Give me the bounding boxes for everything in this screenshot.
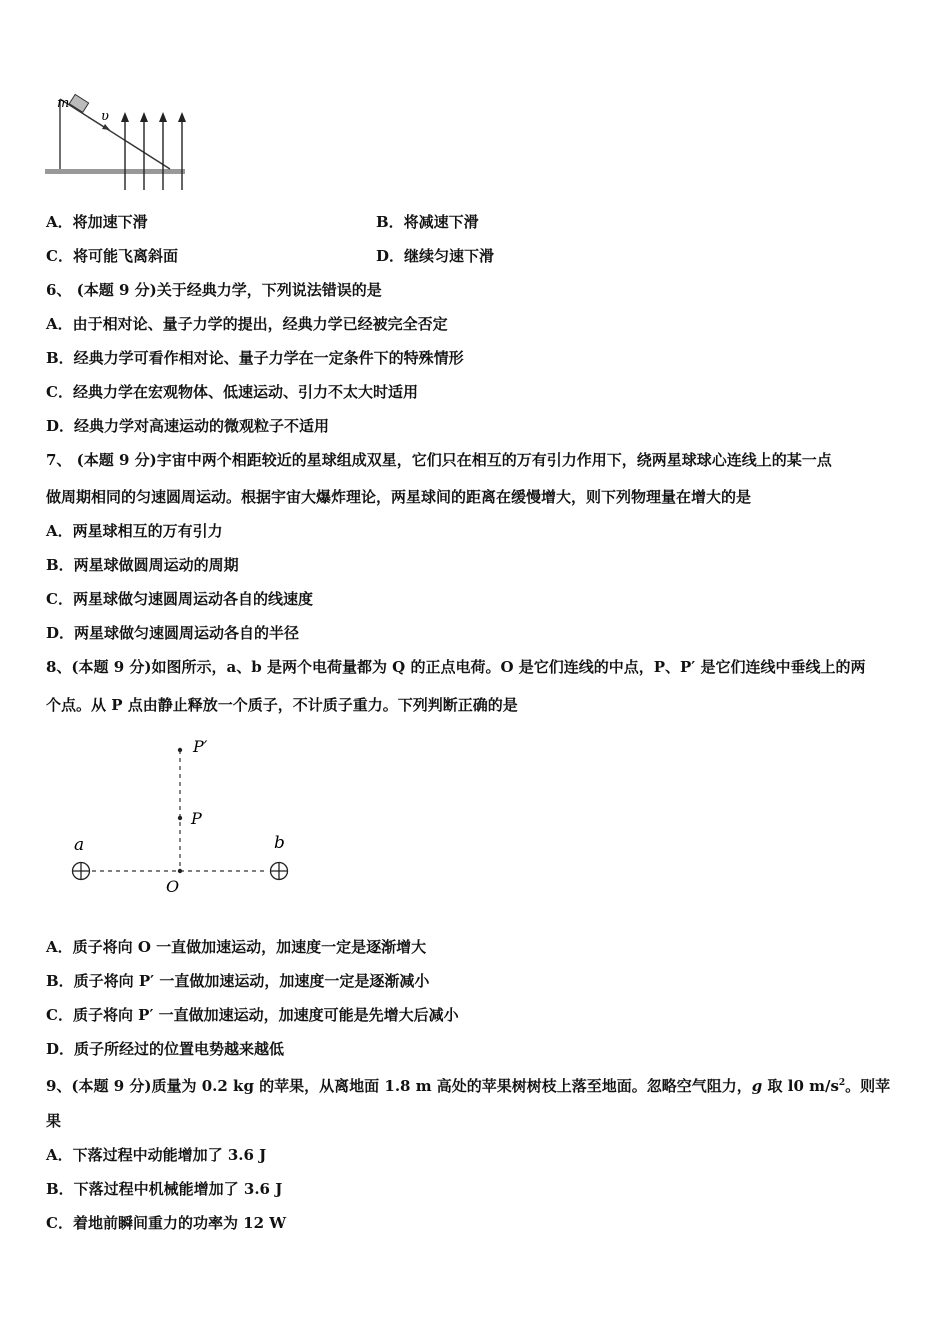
q6-option-c: C．经典力学在宏观物体、低速运动、引力不太大时适用 [46,383,418,401]
q8-stem-line2: 个点。从 P 点由静止释放一个质子，不计质子重力。下列判断正确的是 [46,696,518,714]
incline-figure [40,90,200,192]
q8-option-c: C．质子将向 P′ 一直做加速运动，加速度可能是先增大后减小 [46,1006,459,1024]
q9-option-c: C．着地前瞬间重力的功率为 12 W [46,1214,287,1232]
label-p-prime: P′ [193,737,208,756]
q9-stem-line2: 果 [46,1112,62,1130]
q9-stem-units: 取 l0 m/s [762,1077,839,1095]
q6-option-b: B．经典力学可看作相对论、量子力学在一定条件下的特殊情形 [46,349,464,367]
q6-option-d: D．经典力学对高速运动的微观粒子不适用 [46,417,330,435]
q9-stem-text: 9、(本题 9 分)质量为 0.2 kg 的苹果，从离地面 1.8 m 高处的苹果树树枝上落至地面。忽略空气阻力， [46,1077,752,1095]
q9-exponent: 2 [838,1078,846,1088]
field-arrowheads [121,112,186,122]
q8-stem-line1: 8、(本题 9 分)如图所示，a、b 是两个电荷量都为 Q 的正点电荷。O 是它们连线的中点，P、P′ 是它们连线中垂线上的两 [46,658,866,676]
ground [45,169,185,174]
q7-option-a: A．两星球相互的万有引力 [46,522,223,540]
q8-option-a: A．质子将向 O 一直做加速运动，加速度一定是逐渐增大 [46,938,427,956]
q6-stem: 6、 (本题 9 分)关于经典力学，下列说法错误的是 [46,281,382,299]
mass-label: m [57,96,70,111]
label-a: a [74,835,85,855]
q7-stem-line1: 7、 (本题 9 分)宇宙中两个相距较近的星球组成双星，它们只在相互的万有引力作用下，绕两星球球心连线上的某一点 [46,451,832,469]
q7-option-d: D．两星球做匀速圆周运动各自的半径 [46,624,300,642]
block [69,94,88,112]
q9-option-a: A．下落过程中动能增加了 3.6 J [46,1146,267,1164]
q9-g-symbol: g [751,1077,763,1095]
q7-stem-line2: 做周期相同的匀速圆周运动。根据宇宙大爆炸理论，两星球间的距离在缓慢增大，则下列物理量在增大的是 [46,488,752,506]
point-o [178,869,182,873]
q7-option-c: C．两星球做匀速圆周运动各自的线速度 [46,590,313,608]
q5-option-a: A．将加速下滑 [46,213,148,231]
q8-option-d: D．质子所经过的位置电势越来越低 [46,1040,285,1058]
label-o: O [166,877,180,896]
q7-option-b: B．两星球做圆周运动的周期 [46,556,239,574]
label-p: P [191,809,202,828]
incline-slope [60,99,170,169]
q5-option-b: B．将减速下滑 [376,213,479,231]
q5-option-d: D．继续匀速下滑 [376,247,495,265]
velocity-label: υ [101,109,109,124]
point-p [178,816,182,820]
q9-stem-end: 。则苹 [845,1077,891,1095]
q9-stem-line1 [46,1073,890,1096]
field-lines [125,120,182,190]
charge-b [271,863,288,880]
q6-option-a: A．由于相对论、量子力学的提出，经典力学已经被完全否定 [46,315,448,333]
charges-figure [60,730,320,900]
point-p-prime [178,748,182,752]
q9-option-b: B．下落过程中机械能增加了 3.6 J [46,1180,283,1198]
q5-option-c: C．将可能飞离斜面 [46,247,178,265]
q8-option-b: B．质子将向 P′ 一直做加速运动，加速度一定是逐渐减小 [46,972,430,990]
label-b: b [274,833,285,853]
charge-a [73,863,90,880]
